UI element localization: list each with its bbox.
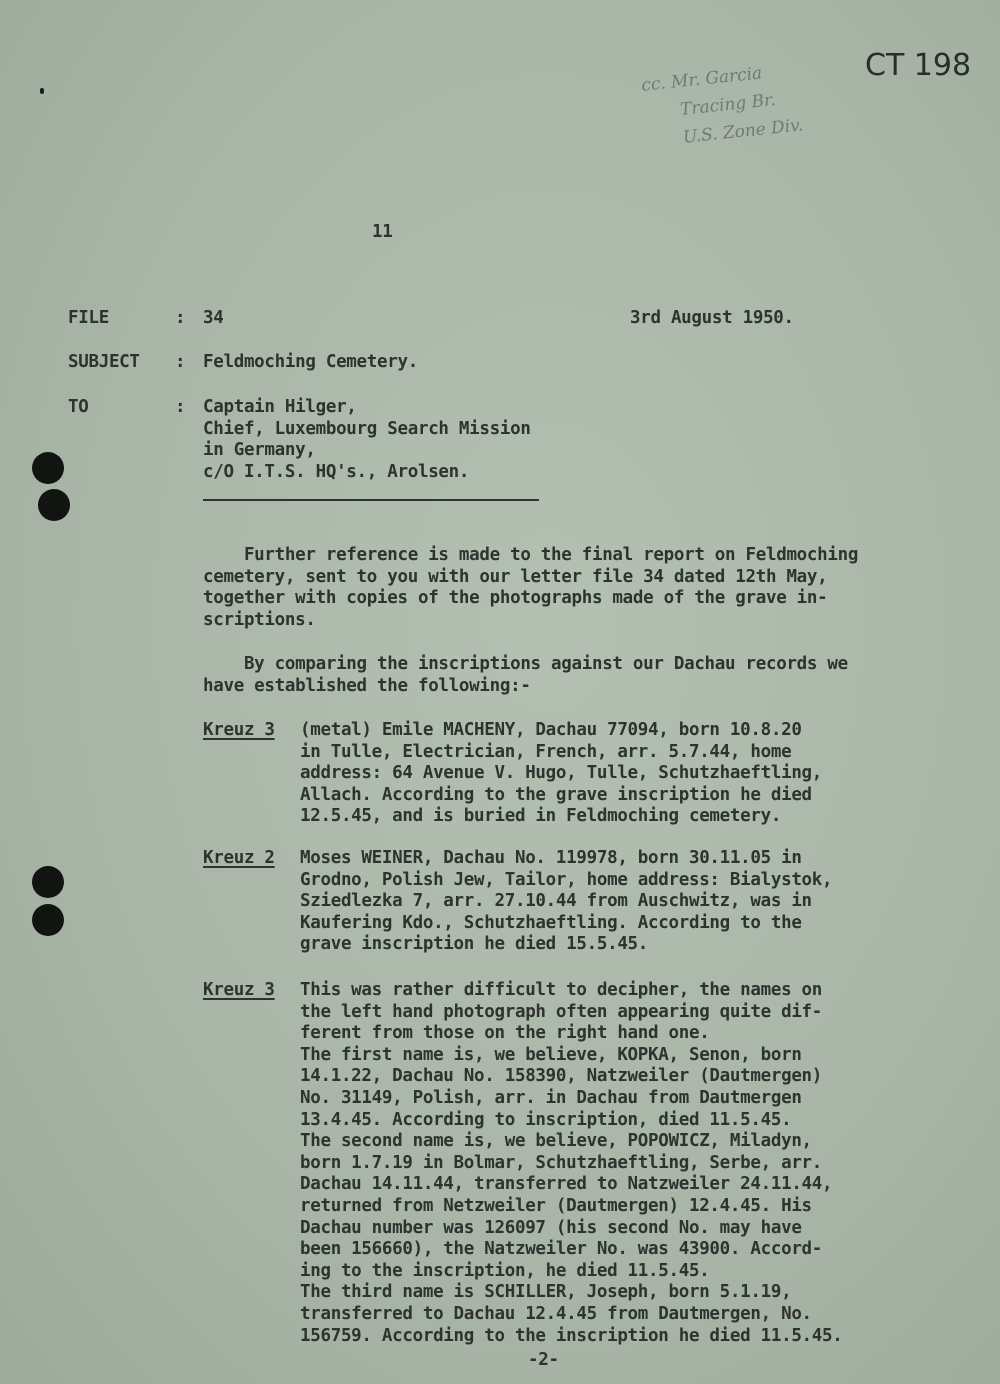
- grave-entry-label: Kreuz 3: [203, 980, 275, 1000]
- paragraph-line: By comparing the inscriptions against our Dachau records we: [203, 654, 848, 674]
- address-line: Chief, Luxembourg Search Mission: [203, 418, 531, 439]
- paragraph-line: Further reference is made to the final report on Feldmoching: [203, 545, 859, 565]
- colon: :: [175, 352, 186, 372]
- entry-line: 13.4.45. According to inscription, died 11.5.45.: [300, 1109, 792, 1130]
- recipient-address: [203, 397, 531, 483]
- entry-line: (metal) Emile MACHENY, Dachau 77094, born 10.8.20: [300, 720, 802, 740]
- subject-label: SUBJECT: [68, 352, 140, 372]
- entry-line: address: 64 Avenue V. Hugo, Tulle, Schutzhaeftling,: [300, 763, 823, 784]
- paragraph-reference: [203, 545, 858, 631]
- file-number: 34: [203, 308, 224, 328]
- paper-speck: [40, 88, 44, 94]
- entry-line: The second name is, we believe, POPOWICZ, Miladyn,: [300, 1131, 812, 1152]
- paragraph-line: have established the following:-: [203, 675, 531, 696]
- letter-date: 3rd August 1950.: [630, 308, 794, 328]
- entry-line: Dachau 14.11.44, transferred to Natzweiler 24.11.44,: [300, 1174, 833, 1195]
- entry-line: transferred to Dachau 12.4.45 from Dautmergen, No.: [300, 1303, 812, 1324]
- entry-line: grave inscription he died 15.5.45.: [300, 934, 649, 955]
- separator-rule: [203, 499, 539, 501]
- address-line: in Germany,: [203, 440, 316, 461]
- grave-entry-label: Kreuz 2: [203, 848, 275, 868]
- handwritten-note-line: Tracing Br.: [679, 90, 777, 120]
- entry-line: ferent from those on the right hand one.: [300, 1023, 710, 1044]
- entry-line: been 156660), the Natzweiler No. was 43900. Accord-: [300, 1239, 823, 1260]
- entry-line: Allach. According to the grave inscription he died: [300, 784, 812, 805]
- paragraph-line: cemetery, sent to you with our letter file 34 dated 12th May,: [203, 566, 828, 587]
- entry-line: Dachau number was 126097 (his second No. may have: [300, 1217, 802, 1238]
- handwritten-note-line: cc. Mr. Garcia: [640, 63, 764, 96]
- punch-hole: [32, 866, 64, 898]
- entry-line: 14.1.22, Dachau No. 158390, Natzweiler (Dautmergen): [300, 1066, 823, 1087]
- handwritten-note-line: U.S. Zone Div.: [682, 115, 805, 148]
- entry-line: Grodno, Polish Jew, Tailor, home address: Bialystok,: [300, 869, 833, 890]
- entry-line: 12.5.45, and is buried in Feldmoching cemetery.: [300, 806, 782, 827]
- entry-line: No. 31149, Polish, arr. in Dachau from Dautmergen: [300, 1087, 802, 1108]
- page-footer-marker: -2-: [528, 1350, 559, 1370]
- punch-hole: [32, 452, 64, 484]
- entry-line: Kaufering Kdo., Schutzhaeftling. According to the: [300, 912, 802, 933]
- entry-line: the left hand photograph often appearing quite dif-: [300, 1001, 823, 1022]
- entry-line: 156759. According to the inscription he died 11.5.45.: [300, 1325, 843, 1346]
- entry-line: Moses WEINER, Dachau No. 119978, born 30.11.05 in: [300, 848, 802, 868]
- entry-line: born 1.7.19 in Bolmar, Schutzhaeftling, Serbe, arr.: [300, 1152, 823, 1173]
- entry-line: Sziedlezka 7, arr. 27.10.44 from Auschwitz, was in: [300, 891, 812, 912]
- paragraph-line: scriptions.: [203, 609, 316, 630]
- page-marker: 11: [372, 222, 393, 242]
- entry-line: This was rather difficult to decipher, the names on: [300, 980, 823, 1000]
- entry-line: in Tulle, Electrician, French, arr. 5.7.44, home: [300, 741, 792, 762]
- entry-line: The first name is, we believe, KOPKA, Senon, born: [300, 1044, 802, 1065]
- handwritten-note: [640, 56, 804, 156]
- to-label: TO: [68, 397, 89, 417]
- address-line: Captain Hilger,: [203, 397, 357, 417]
- paragraph-comparison: [203, 654, 848, 697]
- colon: :: [175, 397, 186, 417]
- entry-line: returned from Netzweiler (Dautmergen) 12.4.45. His: [300, 1195, 812, 1216]
- subject-value: Feldmoching Cemetery.: [203, 352, 418, 372]
- archive-stamp-number: CT 198: [865, 48, 972, 83]
- punch-hole: [38, 489, 70, 521]
- paragraph-line: together with copies of the photographs made of the grave in-: [203, 588, 828, 609]
- entry-line: The third name is SCHILLER, Joseph, born 5.1.19,: [300, 1282, 792, 1303]
- punch-hole: [32, 904, 64, 936]
- colon: :: [175, 308, 186, 328]
- address-line: c/O I.T.S. HQ's., Arolsen.: [203, 461, 470, 482]
- grave-entry-label: Kreuz 3: [203, 720, 275, 740]
- file-label: FILE: [68, 308, 109, 328]
- entry-line: ing to the inscription, he died 11.5.45.: [300, 1260, 710, 1281]
